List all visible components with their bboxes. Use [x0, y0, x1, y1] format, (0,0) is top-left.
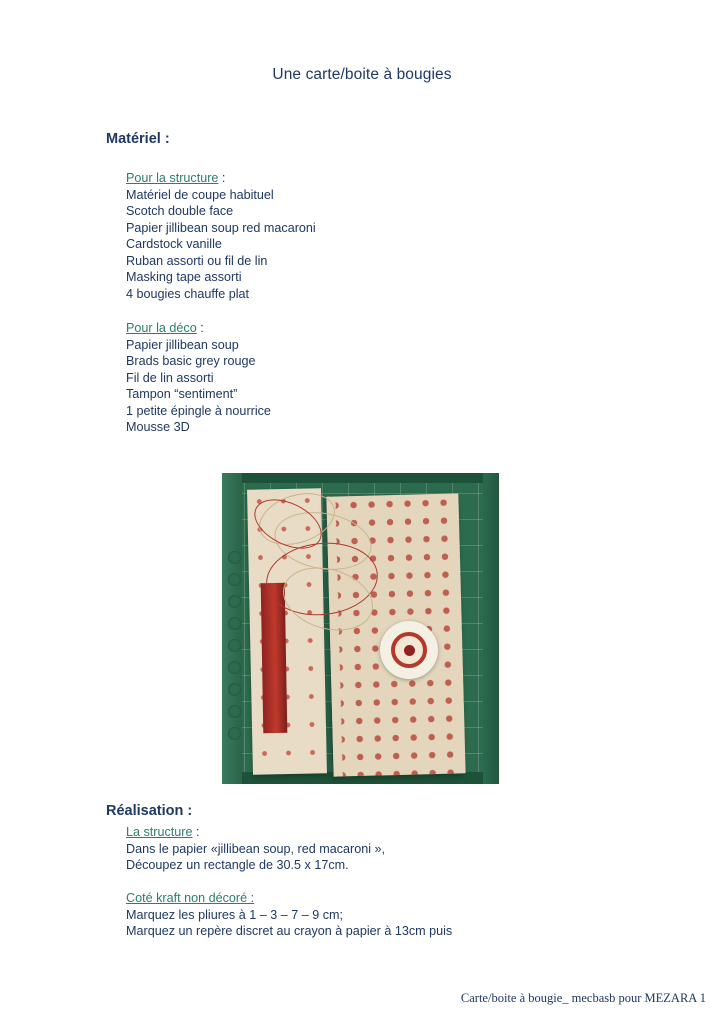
- punched-circle: [228, 727, 241, 740]
- section-heading-realisation: Réalisation :: [106, 803, 193, 819]
- punched-circle: [228, 617, 241, 630]
- materiel-deco-block: [126, 320, 271, 436]
- punched-circle: [228, 639, 241, 652]
- realisation-kraft-block: [126, 890, 452, 940]
- materiel-deco-item: Papier jillibean soup: [126, 337, 239, 352]
- materiel-deco-item: Fil de lin assorti: [126, 370, 214, 385]
- materiel-structure-item: Papier jillibean soup red macaroni: [126, 220, 316, 235]
- materiel-structure-item: Matériel de coupe habituel: [126, 187, 274, 202]
- page-footer: Carte/boite à bougie_ mecbasb pour MEZARA 1: [460, 991, 706, 1005]
- materiel-structure-label: [126, 170, 316, 187]
- realisation-structure-item: Dans le papier «jillibean soup, red macaroni »,: [126, 841, 386, 856]
- materiel-structure-item: Ruban assorti ou fil de lin: [126, 253, 268, 268]
- materiel-structure-item: Cardstock vanille: [126, 237, 222, 251]
- materiel-structure-item: 4 bougies chauffe plat: [126, 286, 250, 301]
- materiel-deco-label-suffix: :: [196, 321, 204, 335]
- realisation-structure-item: Découpez un rectangle de 30.5 x 17cm.: [126, 858, 349, 872]
- punched-circle: [228, 573, 241, 586]
- section-heading-materiel: Matériel :: [106, 131, 170, 147]
- materiel-structure-item: Masking tape assorti: [126, 270, 242, 284]
- page-title: Une carte/boite à bougies: [272, 66, 452, 83]
- project-photo: [222, 473, 499, 784]
- punched-circle: [228, 595, 241, 608]
- materiel-structure-item: Scotch double face: [126, 204, 234, 218]
- realisation-structure-block: [126, 824, 385, 874]
- materiel-deco-item: Mousse 3D: [126, 420, 190, 434]
- realisation-kraft-item: Marquez un repère discret au crayon à papier à 13cm puis: [126, 924, 453, 938]
- realisation-kraft-item: Marquez les pliures à 1 – 3 – 7 – 9 cm;: [126, 907, 344, 922]
- rosette-brad: [404, 645, 415, 656]
- punched-circle: [228, 705, 241, 718]
- punched-circle: [228, 661, 241, 674]
- materiel-structure-label-suffix: :: [218, 171, 226, 185]
- punched-circle: [228, 551, 241, 564]
- punched-circle: [228, 683, 241, 696]
- realisation-structure-label-suffix: :: [192, 825, 200, 839]
- materiel-deco-label-text: Pour la déco: [126, 321, 197, 335]
- punched-circles-column: [228, 551, 248, 749]
- cutting-mat-top-edge: [222, 473, 499, 483]
- realisation-structure-label-text: La structure: [126, 825, 193, 839]
- materiel-deco-item: Brads basic grey rouge: [126, 354, 256, 368]
- materiel-structure-label-text: Pour la structure: [126, 171, 219, 185]
- materiel-deco-label: [126, 320, 271, 337]
- materiel-deco-item: 1 petite épingle à nourrice: [126, 403, 271, 418]
- cutting-mat-right-edge: [483, 473, 499, 784]
- materiel-deco-item: Tampon “sentiment”: [126, 387, 238, 401]
- realisation-kraft-label: Coté kraft non décoré :: [126, 891, 255, 905]
- materiel-structure-block: [126, 170, 316, 302]
- realisation-structure-label: [126, 824, 385, 841]
